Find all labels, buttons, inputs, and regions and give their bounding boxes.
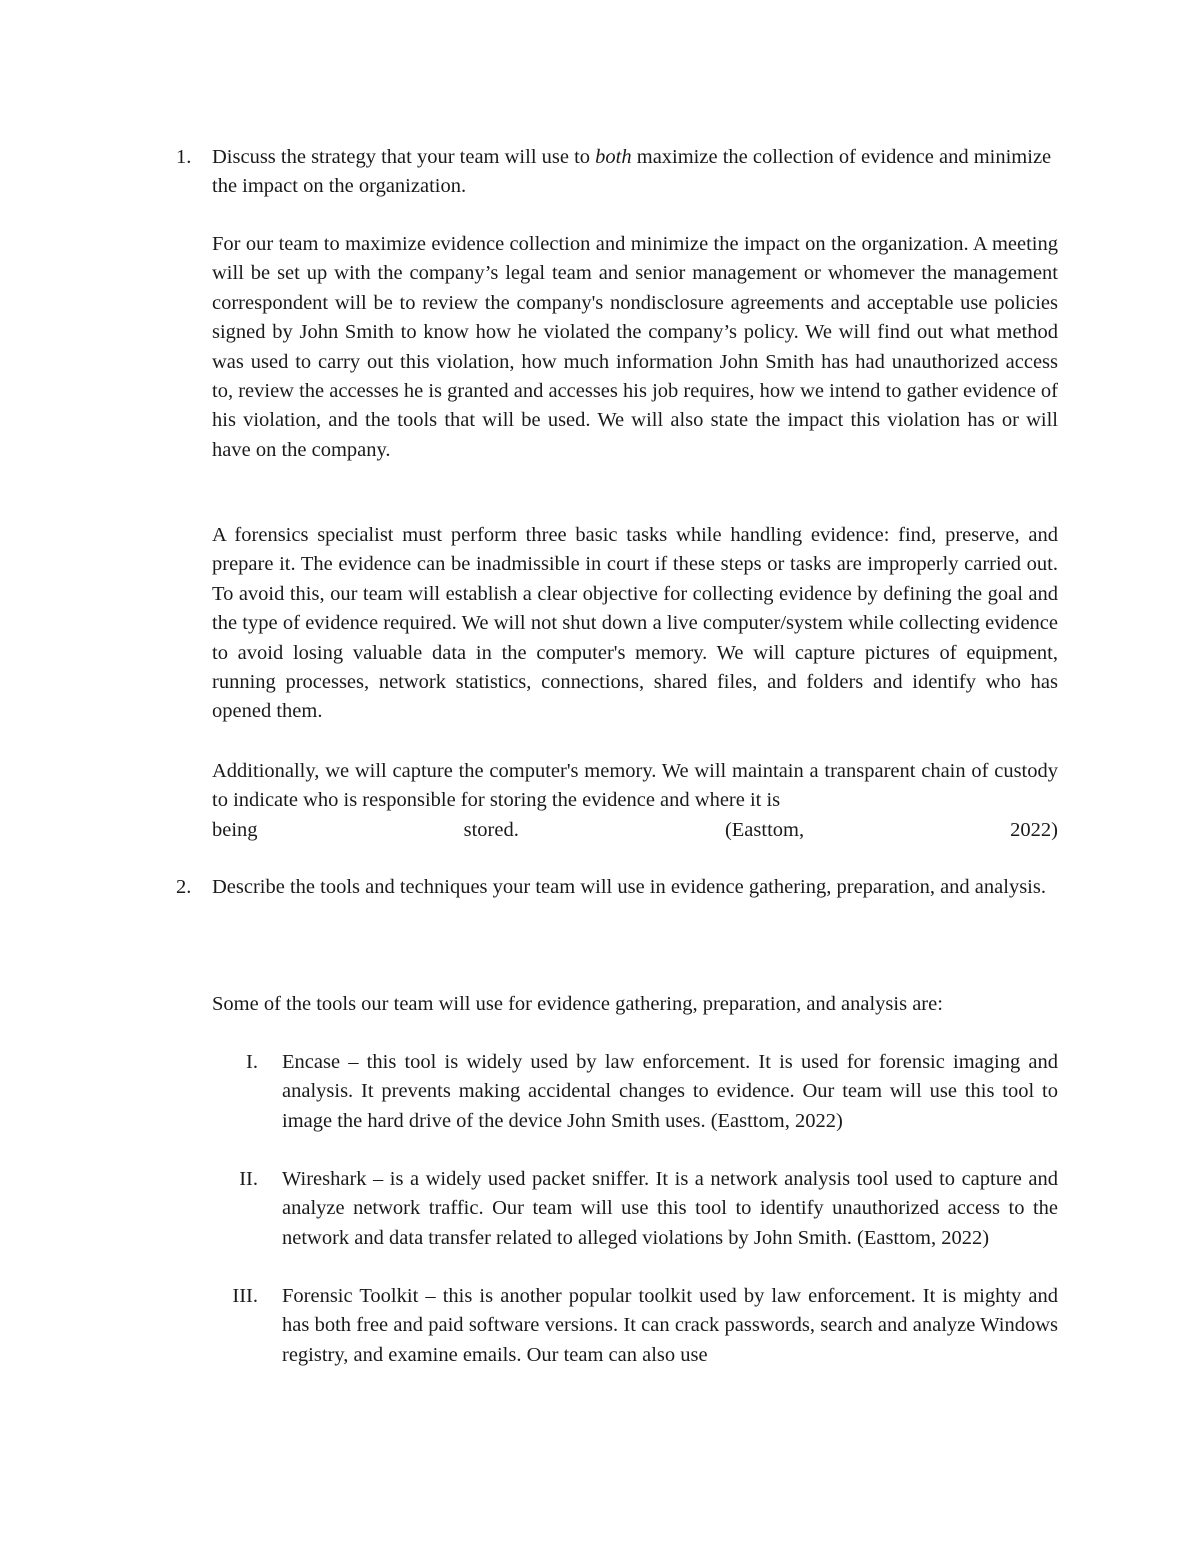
question-text-part: Discuss the strategy that your team will use to	[212, 146, 596, 168]
answer-2-intro: Some of the tools our team will use for evidence gathering, preparation, and analysis are:	[212, 993, 943, 1015]
question-text	[212, 143, 1058, 202]
answer-1-paragraph-1: For our team to maximize evidence collection and minimize the impact on the organization. A meeting will be set up with the company’s legal team and senior management or whomever the management correspondent will be to review the company's nondisclosure agreements and acceptable use policies signed by John Smith to know how he violated the company’s policy. We will find out what method was used to carry out this violation, how much information John Smith has had unauthorized access to, review the accesses he is granted and accesses his job requires, how we intend to gather evidence of his violation, and the tools that will be used. We will also state the impact this violation has or will have on the company.	[212, 233, 1058, 461]
question-number: 2.	[176, 876, 192, 898]
question-text-part: maximize the collection of evidence and minimize the impact on the organization.	[212, 146, 1052, 198]
list-numeral: I.	[246, 1051, 258, 1073]
question-text: Describe the tools and techniques your team will use in evidence gathering, preparation, and analysis.	[212, 876, 1046, 898]
answer-1-paragraph-2: A forensics specialist must perform three basic tasks while handling evidence: find, preserve, and prepare it. The evidence can be inadmissible in court if these steps or tasks are improperly carried out. To avoid this, our team will establish a clear objective for collecting evidence by defining the goal and the type of evidence required. We will not shut down a live computer/system while collecting evidence to avoid losing valuable data in the computer's memory. We will capture pictures of equipment, running processes, network statistics, connections, shared files, and folders and identify who has opened them.	[212, 524, 1058, 723]
list-item-text: Wireshark – is a widely used packet sniffer. It is a network analysis tool used to capture and analyze network traffic. Our team will use this tool to identify unauthorized access to the network and data transfer related to alleged violations by John Smith. (Easttom, 2022)	[282, 1168, 1058, 1249]
list-numeral: III.	[232, 1285, 258, 1307]
list-item-text: Encase – this tool is widely used by law enforcement. It is used for forensic imaging and analysis. It prevents making accidental changes to evidence. Our team will use this tool to image the hard drive of the device John Smith uses. (Easttom, 2022)	[282, 1051, 1058, 1132]
question-number: 1.	[176, 146, 192, 168]
list-item-text: Forensic Toolkit – this is another popular toolkit used by law enforcement. It is mighty and has both free and paid software versions. It can crack passwords, search and analyze Windows registry, and examine emails. Our team can also use	[282, 1285, 1058, 1366]
answer-1-paragraph-3	[212, 757, 1058, 845]
list-numeral: II.	[239, 1168, 258, 1190]
question-emphasis: both	[595, 146, 632, 168]
paragraph-last-line: being stored. (Easttom, 2022)	[212, 818, 1058, 841]
paragraph-body: Additionally, we will capture the computer's memory. We will maintain a transparent chain of custody to indicate who is responsible for storing the evidence and where it is	[212, 760, 1058, 812]
